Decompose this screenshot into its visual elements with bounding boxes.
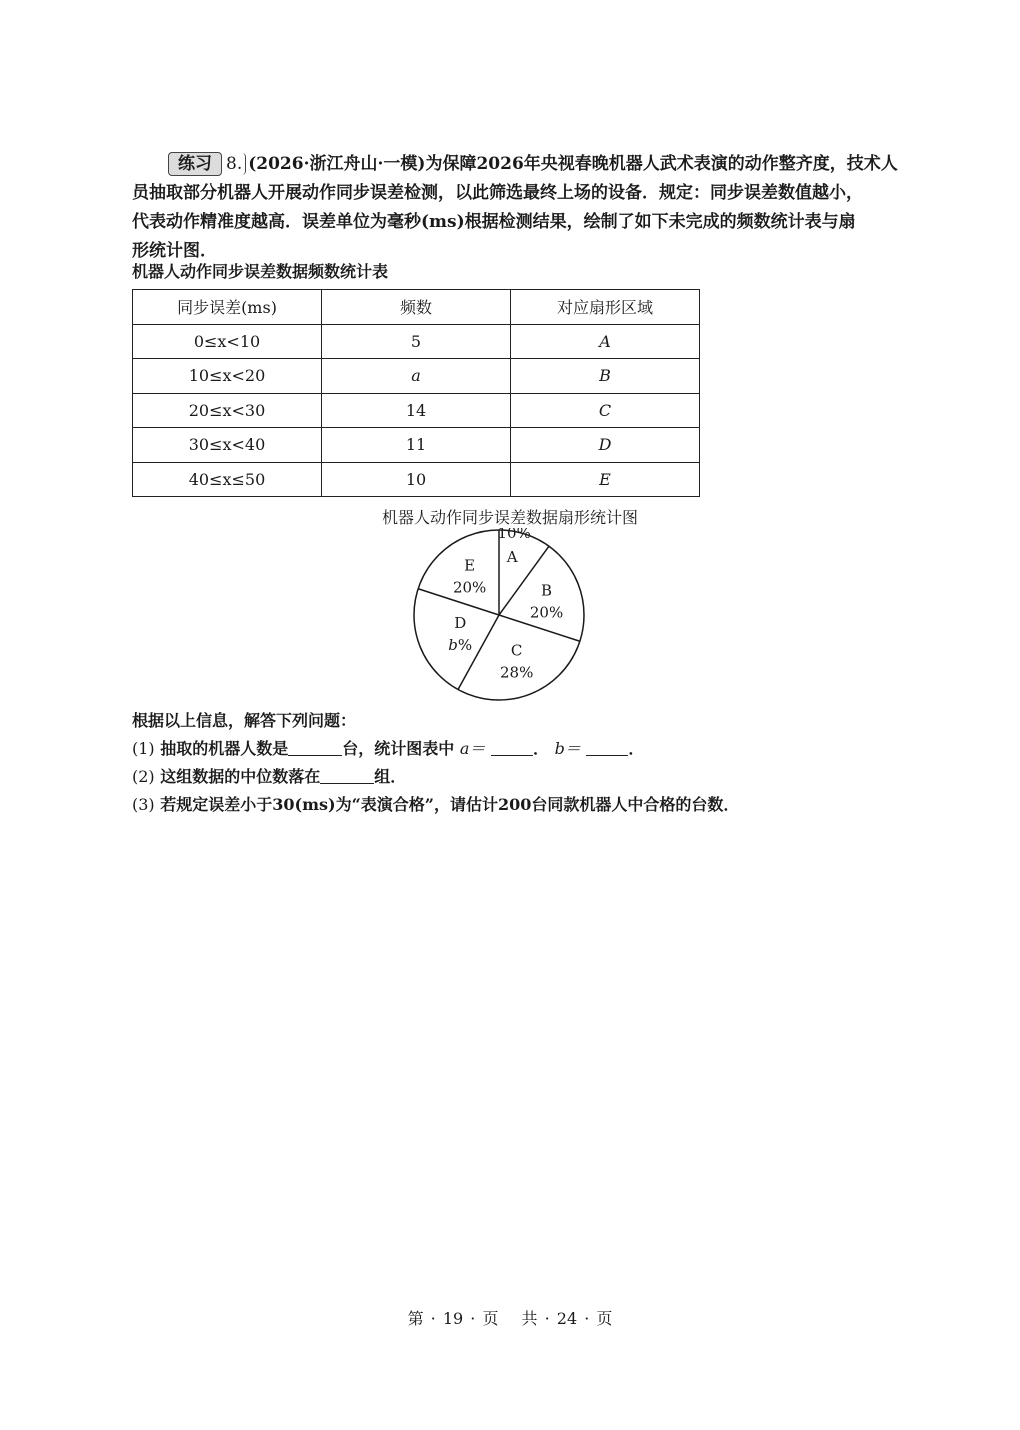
table-row: [133, 324, 700, 359]
pie-slice-percent: 20%: [529, 603, 564, 622]
answer-blank[interactable]: [320, 767, 374, 784]
table-cell-range: 40≤x≤50: [133, 462, 322, 497]
problem-number: 8.: [222, 153, 246, 175]
answer-blank[interactable]: [586, 739, 628, 756]
pie-slice-percent: 20%: [452, 578, 487, 597]
table-cell-frequency: 14: [322, 393, 511, 428]
question-number: (3): [132, 795, 155, 814]
problem-statement: [132, 150, 902, 266]
problem-line-3: 代表动作精准度越高．误差单位为毫秒(ms)根据检测结果，绘制了如下未完成的频数统计表与扇: [132, 212, 856, 232]
answer-blank[interactable]: [288, 739, 342, 756]
table-cell-region: B: [511, 359, 700, 394]
answer-blank[interactable]: [491, 739, 533, 756]
table-cell-region: D: [511, 428, 700, 463]
questions-intro: 根据以上信息，解答下列问题：: [132, 711, 357, 730]
table-header-cell: 同步误差(ms): [133, 290, 322, 325]
pie-slice-percent: 28%: [499, 663, 534, 682]
question-text: 抽取的机器人数是: [160, 739, 289, 758]
table-cell-range: 20≤x<30: [133, 393, 322, 428]
question-number: (1): [132, 739, 155, 758]
pie-slice-percent: b%: [448, 635, 473, 654]
table-cell-frequency: 11: [322, 428, 511, 463]
table-cell-region: E: [511, 462, 700, 497]
table-title: 机器人动作同步误差数据频数统计表: [132, 262, 389, 281]
question-text: 组．: [374, 767, 407, 786]
table-row: [133, 462, 700, 497]
frequency-table: [132, 289, 700, 497]
pie-slice-name: B: [541, 581, 553, 600]
table-header-cell: 频数: [322, 290, 511, 325]
pie-slice-name: A: [506, 548, 518, 567]
question-2: [132, 763, 912, 791]
a-equals: a＝: [459, 739, 486, 758]
pie-chart-svg: [412, 528, 586, 702]
pie-chart: [412, 528, 586, 702]
table-row: [133, 428, 700, 463]
table-cell-range: 0≤x<10: [133, 324, 322, 359]
table-cell-region: A: [511, 324, 700, 359]
pie-slice-name: C: [510, 641, 523, 660]
question-3: [132, 791, 912, 819]
table-cell-frequency: 10: [322, 462, 511, 497]
pie-slice-name: E: [464, 556, 476, 575]
pie-chart-title: 机器人动作同步误差数据扇形统计图: [381, 508, 638, 527]
pie-slice-name: D: [454, 613, 467, 632]
question-text: 台，统计图表中: [342, 739, 455, 758]
table-cell-range: 30≤x<40: [133, 428, 322, 463]
table-row: [133, 393, 700, 428]
problem-line-2: 员抽取部分机器人开展动作同步误差检测，以此筛选最终上场的设备．规定：同步误差数值越小，: [132, 183, 863, 203]
table-cell-region: C: [511, 393, 700, 428]
practice-tag: 练习: [168, 152, 222, 176]
pie-slice-percent: 10%: [497, 528, 531, 543]
question-1: [132, 735, 912, 763]
question-text: 若规定误差小于30(ms)为“表演合格”，请估计200台同款机器人中合格的台数．: [160, 795, 740, 814]
separator: ．: [532, 739, 549, 758]
question-text: 这组数据的中位数落在: [160, 767, 321, 786]
page-footer: 第 · 19 · 页 共 · 24 · 页: [407, 1309, 613, 1328]
b-equals: b＝: [554, 739, 581, 758]
problem-line-4: 形统计图．: [132, 241, 217, 261]
questions: [132, 707, 912, 819]
separator: ．: [628, 739, 645, 758]
table-header-row: [133, 290, 700, 325]
problem-text-1: (2026·浙江舟山·一模)为保障2026年央视春晚机器人武术表演的动作整齐度，技术人: [248, 154, 898, 174]
problem-line-1: [132, 150, 902, 179]
table-cell-frequency: 5: [322, 324, 511, 359]
question-number: (2): [132, 767, 155, 786]
table-cell-range: 10≤x<20: [133, 359, 322, 394]
table-cell-frequency: a: [322, 359, 511, 394]
table-row: [133, 359, 700, 394]
table-header-cell: 对应扇形区域: [511, 290, 700, 325]
